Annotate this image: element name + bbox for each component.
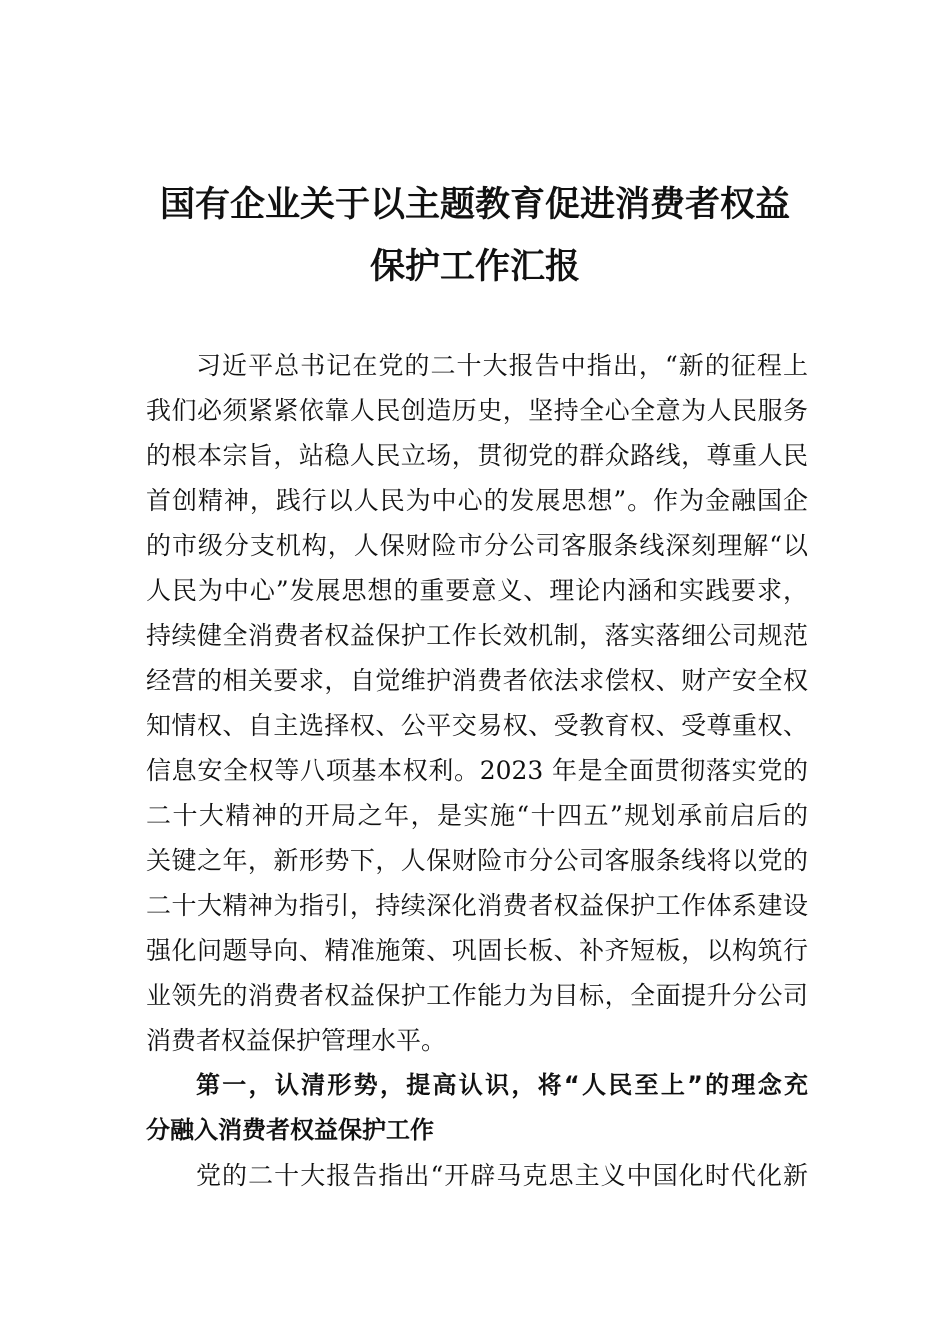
text-line: 业领先的消费者权益保护工作能力为目标，全面提升分公司 [146,981,808,1010]
text-line: 习近平总书记在党的二十大报告中指出，“新的征程上 [196,351,808,380]
heading-line: 第一，认清形势，提高认识，将“人民至上”的理念充 [196,1071,808,1099]
title-line-2: 保护工作汇报 [369,246,580,287]
document-title [120,174,830,298]
text-line: 信息安全权等八项基本权利。2023 年是全面贯彻落实党的 [146,756,808,785]
text-line: 持续健全消费者权益保护工作长效机制，落实落细公司规范 [146,621,808,650]
document-body [146,343,808,1198]
text-line: 二十大精神为指引，持续深化消费者权益保护工作体系建设 [146,891,808,920]
text-line: 我们必须紧紧依靠人民创造历史，坚持全心全意为人民服务 [146,396,808,425]
text-line: 人民为中心”发展思想的重要意义、理论内涵和实践要求， [146,576,808,605]
text-line: 党的二十大报告指出“开辟马克思主义中国化时代化新 [196,1161,808,1190]
text-line: 消费者权益保护管理水平。 [146,1026,447,1055]
text-line: 知情权、自主选择权、公平交易权、受教育权、受尊重权、 [146,711,808,740]
heading-line: 分融入消费者权益保护工作 [146,1116,434,1144]
text-line: 首创精神，践行以人民为中心的发展思想”。作为金融国企 [146,486,808,515]
text-line: 二十大精神的开局之年，是实施“十四五”规划承前启后的 [146,801,808,830]
text-line: 关键之年，新形势下，人保财险市分公司客服条线将以党的 [146,846,808,875]
intro-paragraph [146,343,808,1063]
text-line: 的市级分支机构，人保财险市分公司客服条线深刻理解“以 [146,531,808,560]
text-line: 经营的相关要求，自觉维护消费者依法求偿权、财产安全权 [146,666,808,695]
title-line-1: 国有企业关于以主题教育促进消费者权益 [159,184,790,225]
text-line: 强化问题导向、精准施策、巩固长板、补齐短板，以构筑行 [146,936,808,965]
text-line: 的根本宗旨，站稳人民立场，贯彻党的群众路线，尊重人民 [146,441,808,470]
section-1-paragraph [146,1153,808,1198]
section-1-heading [146,1063,808,1153]
